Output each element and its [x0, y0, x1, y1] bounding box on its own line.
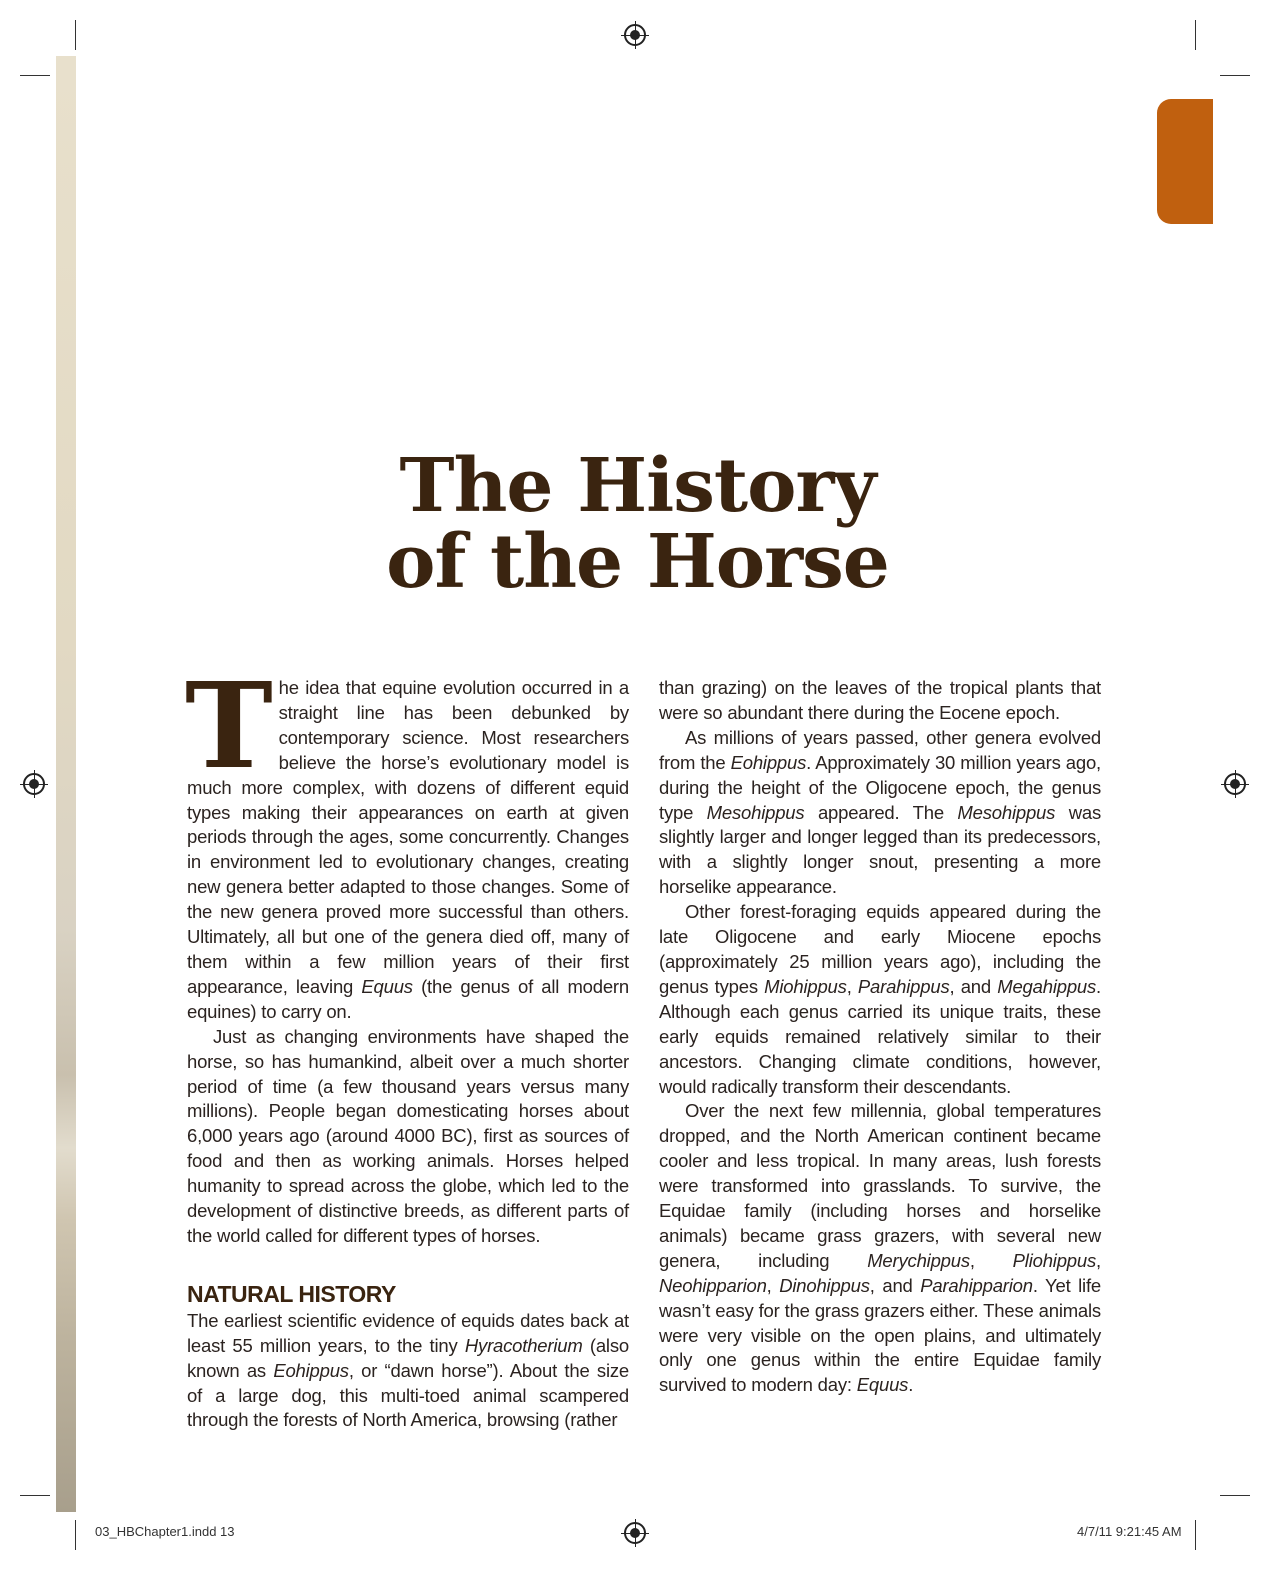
text-run: ,: [1096, 1249, 1101, 1271]
genus-name: Miohippus: [764, 975, 847, 997]
registration-mark-icon: [624, 24, 646, 46]
paragraph: than grazing) on the leaves of the tropical plants that were so abundant there during the Eocene epoch.: [659, 677, 1101, 723]
genus-name: Equus: [361, 975, 413, 997]
text-run: . Although each genus carried its unique traits, these early equids remained relatively similar to their ancestors. Changing climate conditions, however, would radically transform their descendants.: [659, 975, 1101, 1097]
section-heading: NATURAL HISTORY: [187, 1280, 396, 1307]
genus-name: Hyracotherium: [464, 1334, 583, 1356]
drop-cap: T: [185, 656, 273, 795]
chapter-tab: [1157, 99, 1213, 224]
genus-name: Megahippus: [997, 975, 1097, 997]
crop-mark-icon: [1195, 20, 1196, 50]
registration-mark-icon: [23, 773, 45, 795]
text-run: (also known as: [187, 1334, 629, 1381]
text-run: .: [908, 1374, 914, 1396]
decorative-photo-strip: [56, 56, 76, 1512]
crop-mark-icon: [20, 75, 50, 76]
text-run: he idea that equine evolution occurred in a straight line has been debunked by contemporary science. Most researchers believe the horse’s evolutionary model is much more complex, with dozens of different equid types making their appearances on earth at given periods through the ages, some concurrently. Changes in environment led to evolutionary changes, creating new genera better adapted to those changes. Some of the new genera proved more successful than others. Ultimately, all but one of the genera died off, many of them within a few million years of their first appearance, leaving: [187, 677, 629, 997]
text-run: , and: [869, 1274, 921, 1296]
paragraph: [659, 1099, 1101, 1398]
text-run: ,: [766, 1274, 780, 1296]
crop-mark-icon: [75, 1520, 76, 1550]
left-column: [185, 656, 629, 1433]
right-column: [659, 676, 1101, 1398]
text-run: , or “dawn horse”). About the size of a large dog, this multi-toed animal scampered through the forests of North America, browsing (rather: [187, 1359, 629, 1431]
crop-mark-icon: [1220, 75, 1250, 76]
paragraph: [659, 900, 1101, 1099]
genus-name: Parahipparion: [920, 1274, 1033, 1296]
title-line-2: of the Horse: [386, 519, 889, 605]
text-run: was slightly larger and longer legged than its predecessors, with a slightly longer snout, presenting a more horselike appearance.: [659, 801, 1101, 898]
genus-name: Mesohippus: [706, 801, 805, 823]
slug-date-info: 4/7/11 9:21:45 AM: [1077, 1524, 1182, 1539]
text-run: Other forest-foraging equids appeared during the late Oligocene and early Miocene epochs (approximately 25 million years ago), including the genus types: [659, 901, 1101, 997]
paragraph: [185, 656, 629, 1025]
chapter-title: [0, 443, 1275, 605]
slug-file-info: 03_HBChapter1.indd 13: [95, 1524, 235, 1539]
registration-mark-icon: [624, 1522, 646, 1544]
genus-name: Eohippus: [730, 751, 807, 773]
text-run: ,: [969, 1249, 1013, 1271]
text-run: Over the next few millennia, global temperatures dropped, and the North American continent became cooler and less tropical. In many areas, lush forests were transformed into grasslands. To survive, the Equidae family (including horses and horselike animals) became grass grazers, with several new genera, including: [659, 1100, 1101, 1271]
paragraph: [659, 726, 1101, 900]
text-run: appeared. The: [804, 801, 958, 823]
paragraph: [187, 1309, 629, 1434]
registration-mark-icon: [1224, 773, 1246, 795]
title-line-1: The History: [399, 443, 876, 529]
paragraph: Just as changing environments have shaped the horse, so has humankind, albeit over a much shorter period of time (a few thousand years versus many millions). People began domesticating horses about 6,000 years ago (around 4000 BC), first as sources of food and then as working animals. Horses helped humanity to spread across the globe, which led to the development of distinctive breeds, as different parts of the world called for different types of horses.: [187, 1025, 629, 1246]
genus-name: Equus: [856, 1374, 909, 1396]
genus-name: Dinohippus: [779, 1274, 870, 1296]
text-run: The earliest scientific evidence of equids dates back at least 55 million years, to the tiny: [187, 1309, 629, 1356]
genus-name: Neohipparion: [659, 1274, 767, 1296]
text-run: , and: [949, 975, 998, 997]
genus-name: Merychippus: [867, 1249, 970, 1271]
text-run: . Approximately 30 million years ago, during the height of the Oligocene epoch, the genus type: [659, 751, 1101, 823]
crop-mark-icon: [20, 1495, 50, 1496]
genus-name: Parahippus: [857, 975, 950, 997]
text-run: As millions of years passed, other genera evolved from the: [659, 726, 1101, 773]
text-run: ,: [846, 975, 858, 997]
text-run: . Yet life wasn’t easy for the grass grazers either. These animals were very visible on the open plains, and ultimately only one genus within the entire Equidae family survived to modern day:: [659, 1274, 1101, 1396]
genus-name: Pliohippus: [1012, 1249, 1097, 1271]
genus-name: Mesohippus: [957, 801, 1056, 823]
crop-mark-icon: [75, 20, 76, 50]
crop-mark-icon: [1195, 1520, 1196, 1550]
text-run: (the genus of all modern equines) to carry on.: [187, 975, 629, 1022]
genus-name: Eohippus: [273, 1359, 349, 1381]
crop-mark-icon: [1220, 1495, 1250, 1496]
